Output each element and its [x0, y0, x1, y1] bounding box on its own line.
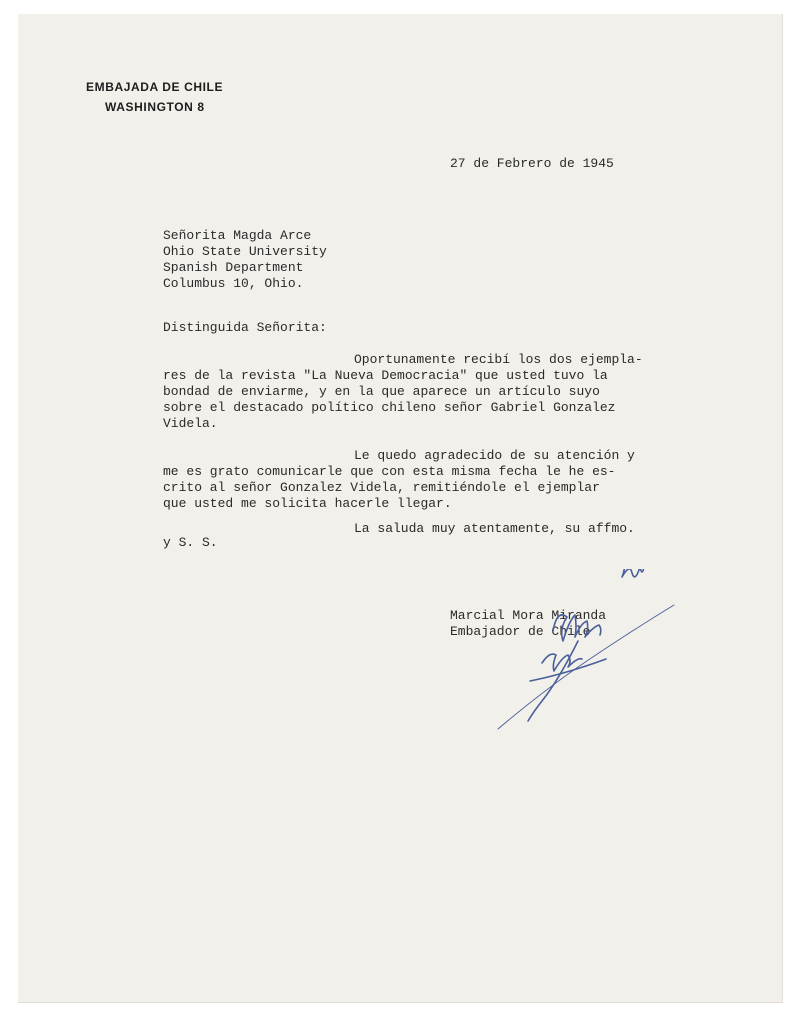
paragraph-line: que usted me solicita hacerle llegar.: [163, 496, 452, 511]
letterhead-embassy: EMBAJADA DE CHILE: [86, 80, 224, 94]
signer-name: Marcial Mora Miranda: [450, 608, 607, 623]
recipient-line: Ohio State University: [163, 244, 327, 259]
paragraph-line: bondad de enviarme, y en la que aparece un artículo suyo: [163, 384, 600, 399]
letter-page: [18, 14, 783, 1003]
paragraph-line: Videla.: [163, 416, 218, 431]
handwritten-signature: [438, 569, 678, 749]
paragraph-line: crito al señor Gonzalez Videla, remitiéndole el ejemplar: [163, 480, 600, 495]
paragraph-line: res de la revista "La Nueva Democracia" que usted tuvo la: [163, 368, 608, 383]
closing-initials: y S. S.: [163, 535, 218, 550]
recipient-line: Columbus 10, Ohio.: [163, 276, 304, 291]
recipient-line: Spanish Department: [163, 260, 304, 275]
paragraph-line: Oportunamente recibí los dos ejempla-: [354, 352, 643, 367]
closing: La saluda muy atentamente, su affmo.: [354, 521, 635, 536]
signer-title: Embajador de Chile: [450, 624, 591, 639]
recipient-line: Señorita Magda Arce: [163, 228, 312, 243]
salutation: Distinguida Señorita:: [163, 320, 327, 335]
letterhead-city: WASHINGTON 8: [105, 100, 205, 114]
paragraph-line: Le quedo agradecido de su atención y: [354, 448, 635, 463]
paragraph-line: sobre el destacado político chileno señor Gabriel Gonzalez: [163, 400, 616, 415]
paragraph-line: me es grato comunicarle que con esta misma fecha le he es-: [163, 464, 616, 479]
letter-date: 27 de Febrero de 1945: [450, 156, 614, 171]
